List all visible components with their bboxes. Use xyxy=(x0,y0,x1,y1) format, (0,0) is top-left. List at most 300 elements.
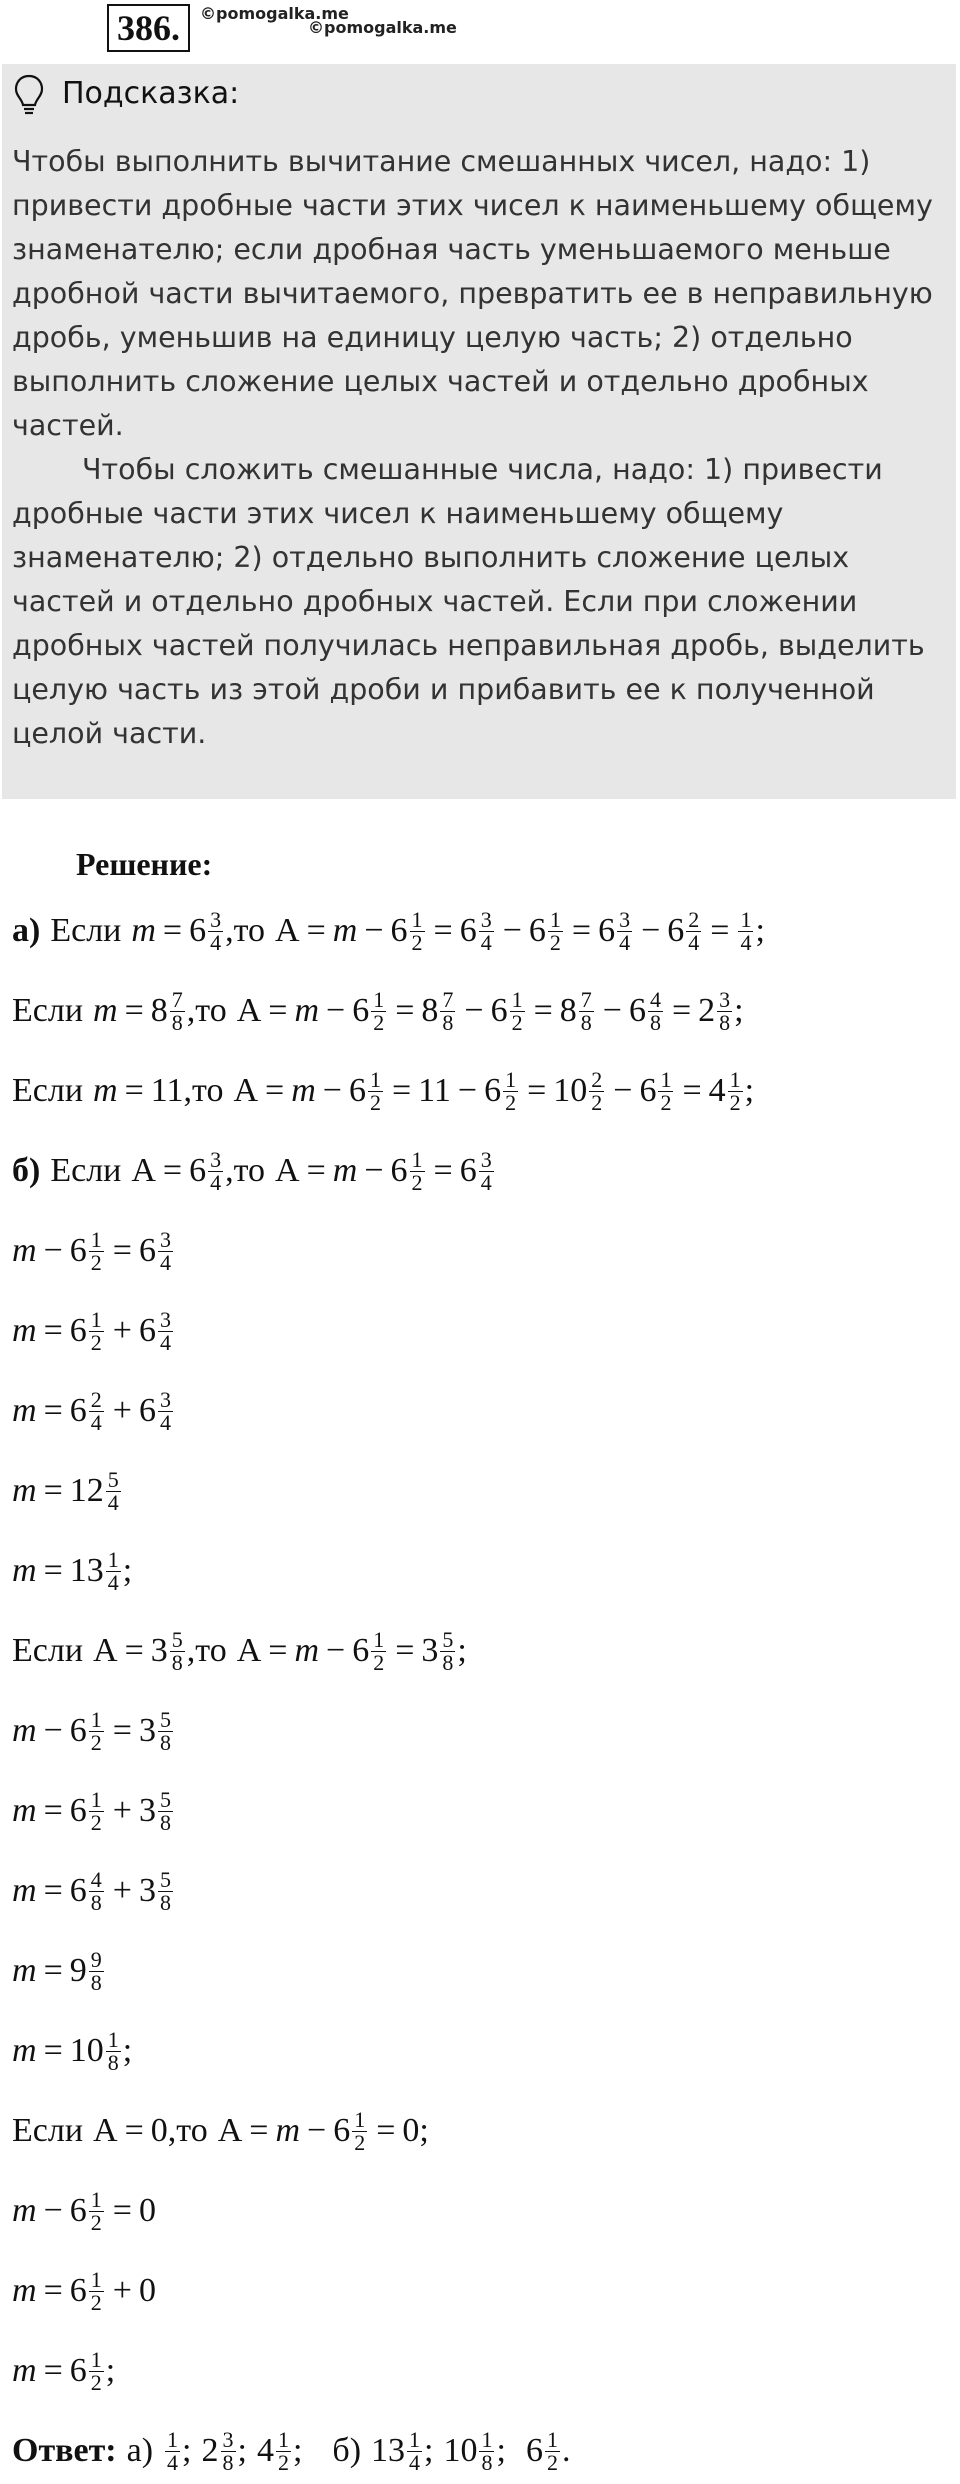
denominator: 2 xyxy=(591,1089,603,1115)
math-token: а) xyxy=(126,2432,154,2469)
denominator: 2 xyxy=(90,1729,102,1755)
math-token: + xyxy=(112,1392,132,1429)
solution-line-b1 xyxy=(12,1140,496,1202)
numerator: 1 xyxy=(277,2426,289,2452)
numerator: 1 xyxy=(409,2426,421,2452)
math-token: 11 xyxy=(150,1072,184,1109)
math-token: б) xyxy=(332,2432,362,2469)
math-token: = xyxy=(682,1072,702,1109)
math-token: + xyxy=(112,1312,132,1349)
math-token: 0 xyxy=(150,2112,168,2149)
math-token: − xyxy=(464,992,484,1029)
denominator: 2 xyxy=(90,2369,102,2395)
math-token: ; xyxy=(122,2032,133,2069)
whole-part: 6 xyxy=(525,2432,543,2469)
math-token: Ответ: xyxy=(12,2432,117,2469)
math-token: = xyxy=(671,992,692,1029)
whole-part: 3 xyxy=(138,1872,156,1909)
math-token: − xyxy=(613,1072,633,1109)
denominator: 2 xyxy=(729,1089,741,1115)
numerator: 1 xyxy=(411,906,423,932)
hint-title: Подсказка: xyxy=(62,76,240,111)
math-token: Если xyxy=(50,1152,122,1189)
whole-part: 4 xyxy=(256,2432,274,2469)
math-token: m xyxy=(294,992,320,1029)
math-token: A xyxy=(217,2112,243,2149)
numerator: 1 xyxy=(729,1066,741,1092)
denominator: 8 xyxy=(171,1649,183,1675)
numerator: 5 xyxy=(171,1626,183,1652)
math-token: = xyxy=(124,2112,144,2149)
fraction xyxy=(407,2426,422,2475)
fraction xyxy=(89,2186,104,2235)
whole-part: 6 xyxy=(352,1632,370,1669)
fraction xyxy=(371,1626,386,1675)
math-token: m xyxy=(275,2112,301,2149)
fraction xyxy=(738,906,753,955)
math-token: − xyxy=(502,912,522,949)
denominator: 4 xyxy=(159,1329,171,1355)
math-token: m xyxy=(294,1632,320,1669)
solution-line-b14 xyxy=(12,2180,156,2242)
math-token: = xyxy=(112,1712,132,1749)
fraction xyxy=(170,1626,185,1675)
denominator: 8 xyxy=(90,1969,102,1995)
whole-part: 6 xyxy=(69,2272,87,2309)
math-token: 0 xyxy=(138,2272,156,2309)
math-token: , xyxy=(186,992,196,1029)
math-token: m xyxy=(12,2192,37,2229)
denominator: 2 xyxy=(373,1649,385,1675)
denominator: 4 xyxy=(167,2449,179,2475)
numerator: 9 xyxy=(90,1946,102,1972)
numerator: 3 xyxy=(210,1146,222,1172)
math-token: ; xyxy=(424,2432,434,2469)
numerator: 3 xyxy=(480,1146,492,1172)
math-token: + xyxy=(112,2272,132,2309)
watermark: ©pomogalka.me xyxy=(308,18,457,37)
fraction xyxy=(589,1066,604,1115)
math-token: = xyxy=(43,1392,63,1429)
denominator: 4 xyxy=(107,1569,119,1595)
solution-line-b6 xyxy=(12,1540,132,1602)
numerator: 1 xyxy=(107,1546,119,1572)
fraction xyxy=(548,906,563,955)
whole-part: 3 xyxy=(138,1792,156,1829)
math-token: m xyxy=(12,2032,37,2069)
whole-part: 6 xyxy=(528,912,546,949)
denominator: 2 xyxy=(411,929,423,955)
fraction xyxy=(617,906,632,955)
fraction xyxy=(686,906,701,955)
math-token: ; xyxy=(292,2432,303,2469)
math-token: то xyxy=(233,912,266,949)
numerator: 1 xyxy=(740,906,752,932)
numerator: 1 xyxy=(167,2426,179,2452)
math-token: = xyxy=(395,992,415,1029)
math-token: 11 xyxy=(418,1072,451,1109)
numerator: 2 xyxy=(90,1386,102,1412)
math-token: = xyxy=(124,1072,144,1109)
whole-part: 6 xyxy=(69,1872,87,1909)
fraction xyxy=(728,1066,743,1115)
fraction xyxy=(410,906,425,955)
hint-paragraph: Чтобы выполнить вычитание смешанных чисел, надо: 1) привести дробные части этих чисел к наименьшему общему знаменателю; если дробная часть уменьшаемого меньше дробной части вычитаемого, превратить ее в неправильную дробь, уменьшив на единицу целую часть; 2) отдельно выполнить сложение целых частей и отдельно дробных частей. xyxy=(12,145,933,442)
denominator: 4 xyxy=(107,1489,119,1515)
whole-part: 6 xyxy=(189,912,207,949)
math-token: m xyxy=(12,2352,37,2389)
math-token: = xyxy=(391,1072,412,1109)
hint-paragraph: Чтобы сложить смешанные числа, надо: 1) привести дробные части этих чисел к наименьшему общему знаменателю; 2) отдельно выполнить сложение целых частей и отдельно дробных частей. Если при сложении дробных частей получилась неправильная дробь, выделить целую часть из этой дроби и прибавить ее к полученной целой части. xyxy=(12,453,925,750)
denominator: 8 xyxy=(159,1809,171,1835)
whole-part: 6 xyxy=(69,1232,87,1269)
fraction xyxy=(648,986,663,1035)
fraction xyxy=(717,986,732,1035)
math-token: Если xyxy=(50,912,122,949)
math-token: − xyxy=(641,912,661,949)
denominator: 2 xyxy=(90,2209,102,2235)
math-token: A xyxy=(93,2112,118,2149)
solution-line-b5 xyxy=(12,1460,123,1522)
fraction xyxy=(89,1786,104,1835)
fraction xyxy=(170,986,185,1035)
solution-line-b11 xyxy=(12,1940,106,2002)
solution-line-a1 xyxy=(12,900,765,962)
math-token: , xyxy=(186,1632,196,1669)
math-token: = xyxy=(162,912,183,949)
math-token: 0 xyxy=(402,2112,420,2149)
numerator: 1 xyxy=(546,2426,558,2452)
math-token: Если xyxy=(12,1072,84,1109)
whole-part: 13 xyxy=(69,1552,104,1589)
math-token: , xyxy=(225,1152,234,1189)
math-token: m xyxy=(12,1312,37,1349)
math-token: = xyxy=(533,992,553,1029)
fraction xyxy=(106,2026,121,2075)
denominator: 4 xyxy=(159,1409,171,1435)
math-token: = xyxy=(268,992,288,1029)
whole-part: 2 xyxy=(201,2432,219,2469)
math-token: то xyxy=(195,992,227,1029)
math-token: m xyxy=(12,2272,37,2309)
fraction xyxy=(208,1146,223,1195)
whole-part: 6 xyxy=(189,1152,207,1189)
math-token: m xyxy=(332,912,358,949)
math-token: − xyxy=(364,1152,384,1189)
math-token: Если xyxy=(12,1632,84,1669)
numerator: 1 xyxy=(90,1786,102,1812)
fraction xyxy=(89,1226,104,1275)
solution-line-a2 xyxy=(12,980,744,1042)
denominator: 8 xyxy=(107,2049,119,2075)
whole-part: 10 xyxy=(553,1072,588,1109)
denominator: 4 xyxy=(90,1409,102,1435)
solution-line-b16 xyxy=(12,2340,115,2402)
whole-part: 6 xyxy=(490,992,508,1029)
numerator: 3 xyxy=(619,906,631,932)
whole-part: 6 xyxy=(69,2192,87,2229)
whole-part: 6 xyxy=(69,1392,87,1429)
numerator: 1 xyxy=(90,1706,102,1732)
solution-line-b15 xyxy=(12,2260,156,2322)
numerator: 5 xyxy=(442,1626,454,1652)
fraction xyxy=(410,1146,425,1195)
whole-part: 3 xyxy=(421,1632,439,1669)
denominator: 2 xyxy=(411,1169,423,1195)
math-token: A xyxy=(275,912,300,949)
denominator: 2 xyxy=(549,929,561,955)
whole-part: 6 xyxy=(69,1712,87,1749)
math-token: б) xyxy=(12,1152,41,1189)
denominator: 2 xyxy=(90,1329,102,1355)
fraction xyxy=(276,2426,291,2475)
numerator: 1 xyxy=(354,2106,366,2132)
math-token: = xyxy=(43,2032,63,2069)
whole-part: 6 xyxy=(484,1072,502,1109)
fraction xyxy=(658,1066,673,1115)
math-token: m xyxy=(12,1952,37,1989)
solution-line-b8 xyxy=(12,1700,175,1762)
numerator: 5 xyxy=(159,1706,171,1732)
denominator: 2 xyxy=(90,1809,102,1835)
math-token: − xyxy=(307,2112,327,2149)
math-token: а) xyxy=(12,912,41,949)
numerator: 3 xyxy=(159,1386,171,1412)
whole-part: 4 xyxy=(708,1072,726,1109)
math-token: = xyxy=(43,1312,63,1349)
numerator: 1 xyxy=(373,986,385,1012)
math-token: m xyxy=(12,1872,37,1909)
math-token: = xyxy=(306,1152,326,1189)
numerator: 2 xyxy=(591,1066,603,1092)
math-token: m xyxy=(12,1792,37,1829)
numerator: 4 xyxy=(90,1866,102,1892)
denominator: 2 xyxy=(505,1089,517,1115)
whole-part: 8 xyxy=(150,992,168,1029)
math-token: m xyxy=(131,912,156,949)
solution-line-b13 xyxy=(12,2100,429,2162)
math-token: = xyxy=(43,2352,63,2389)
fraction xyxy=(545,2426,560,2475)
numerator: 3 xyxy=(480,906,492,932)
whole-part: 6 xyxy=(390,912,408,949)
math-token: = xyxy=(268,1632,288,1669)
math-token: , xyxy=(225,912,234,949)
math-token: ; xyxy=(755,912,765,949)
fraction xyxy=(579,986,594,1035)
math-token: A xyxy=(236,992,262,1029)
math-token: = xyxy=(43,1952,63,1989)
math-token: = xyxy=(249,2112,269,2149)
math-token: = xyxy=(124,992,144,1029)
math-token: = xyxy=(433,912,453,949)
fraction xyxy=(440,1626,455,1675)
fraction xyxy=(208,906,223,955)
math-token: − xyxy=(43,1712,63,1749)
numerator: 1 xyxy=(549,906,561,932)
math-token: + xyxy=(112,1872,132,1909)
math-token: + xyxy=(112,1792,132,1829)
denominator: 8 xyxy=(580,1009,592,1035)
math-token: − xyxy=(43,2192,63,2229)
math-token: ; xyxy=(419,2112,429,2149)
math-token: ; xyxy=(122,1552,133,1589)
whole-part: 3 xyxy=(150,1632,168,1669)
fraction xyxy=(89,1946,104,1995)
task-number: 386. xyxy=(107,4,190,52)
hint-body xyxy=(12,140,947,756)
math-token: − xyxy=(322,1072,342,1109)
math-token: m xyxy=(93,1072,118,1109)
denominator: 8 xyxy=(442,1649,454,1675)
hint-box xyxy=(2,64,956,799)
whole-part: 12 xyxy=(69,1472,104,1509)
whole-part: 10 xyxy=(443,2432,478,2469)
math-token: A xyxy=(275,1152,300,1189)
whole-part: 6 xyxy=(352,992,370,1029)
denominator: 4 xyxy=(740,929,752,955)
fraction xyxy=(352,2106,367,2155)
denominator: 8 xyxy=(649,1009,661,1035)
whole-part: 6 xyxy=(667,912,685,949)
math-token: m xyxy=(332,1152,358,1189)
fraction xyxy=(89,1386,104,1435)
math-token: m xyxy=(12,1232,37,1269)
fraction xyxy=(158,1786,173,1835)
numerator: 1 xyxy=(107,2026,119,2052)
fraction xyxy=(89,2266,104,2315)
numerator: 3 xyxy=(222,2426,234,2452)
denominator: 4 xyxy=(409,2449,421,2475)
denominator: 2 xyxy=(277,2449,289,2475)
whole-part: 13 xyxy=(371,2432,406,2469)
math-token: − xyxy=(602,992,622,1029)
fraction xyxy=(221,2426,236,2475)
math-token: − xyxy=(43,1232,63,1269)
denominator: 2 xyxy=(369,1089,381,1115)
fraction xyxy=(479,906,494,955)
fraction xyxy=(89,2346,104,2395)
fraction xyxy=(106,1546,121,1595)
fraction xyxy=(158,1226,173,1275)
math-token: = xyxy=(124,1632,144,1669)
math-token: = xyxy=(571,912,592,949)
math-token: . xyxy=(561,2432,571,2469)
math-token: = xyxy=(376,2112,396,2149)
numerator: 1 xyxy=(90,1306,102,1332)
math-token: то xyxy=(195,1632,227,1669)
solution-line-a3 xyxy=(12,1060,754,1122)
numerator: 1 xyxy=(90,2346,102,2372)
numerator: 1 xyxy=(660,1066,672,1092)
fraction xyxy=(165,2426,180,2475)
math-token: = xyxy=(710,912,730,949)
math-token: m xyxy=(12,1712,37,1749)
math-token: = xyxy=(43,2272,63,2309)
denominator: 4 xyxy=(210,929,222,955)
answer-line xyxy=(12,2420,570,2482)
math-token: Если xyxy=(12,2112,84,2149)
math-token: = xyxy=(43,1872,63,1909)
denominator: 8 xyxy=(719,1009,731,1035)
denominator: 4 xyxy=(210,1169,222,1195)
denominator: 2 xyxy=(90,2289,102,2315)
numerator: 3 xyxy=(719,986,731,1012)
solution-line-b2 xyxy=(12,1220,175,1282)
solution-title: Решение: xyxy=(76,846,213,882)
solution-line-b4 xyxy=(12,1380,175,1442)
numerator: 4 xyxy=(649,986,661,1012)
numerator: 1 xyxy=(481,2426,493,2452)
math-token: = xyxy=(162,1152,183,1189)
math-token: = xyxy=(395,1632,415,1669)
numerator: 1 xyxy=(505,1066,517,1092)
fraction xyxy=(510,986,525,1035)
math-token: ; xyxy=(496,2432,506,2469)
math-token: = xyxy=(306,912,326,949)
math-token: то xyxy=(192,1072,224,1109)
whole-part: 8 xyxy=(559,992,577,1029)
denominator: 2 xyxy=(354,2129,366,2155)
fraction xyxy=(158,1866,173,1915)
whole-part: 6 xyxy=(138,1392,156,1429)
math-token: ; xyxy=(105,2352,116,2389)
denominator: 2 xyxy=(90,1249,102,1275)
numerator: 7 xyxy=(171,986,183,1012)
math-token: 0 xyxy=(138,2192,156,2229)
fraction xyxy=(106,1466,121,1515)
math-token: Если xyxy=(12,992,84,1029)
math-token: m xyxy=(12,1552,37,1589)
denominator: 2 xyxy=(660,1089,672,1115)
solution-line-b10 xyxy=(12,1860,175,1922)
math-token: m xyxy=(291,1072,316,1109)
solution-line-b9 xyxy=(12,1780,175,1842)
math-token: m xyxy=(93,992,118,1029)
math-token: m xyxy=(12,1392,37,1429)
fraction xyxy=(89,1706,104,1755)
math-token: = xyxy=(527,1072,547,1109)
math-token: = xyxy=(43,1792,63,1829)
math-token: ; xyxy=(182,2432,192,2469)
whole-part: 6 xyxy=(348,1072,366,1109)
fraction xyxy=(503,1066,518,1115)
math-token: A xyxy=(131,1152,156,1189)
whole-part: 6 xyxy=(598,912,616,949)
whole-part: 8 xyxy=(421,992,439,1029)
whole-part: 2 xyxy=(698,992,716,1029)
denominator: 4 xyxy=(159,1249,171,1275)
denominator: 8 xyxy=(90,1889,102,1915)
math-token: = xyxy=(112,1232,132,1269)
whole-part: 6 xyxy=(628,992,646,1029)
fraction xyxy=(479,2426,494,2475)
denominator: 4 xyxy=(688,929,700,955)
whole-part: 6 xyxy=(333,2112,351,2149)
denominator: 4 xyxy=(480,1169,492,1195)
math-token: = xyxy=(43,1552,63,1589)
denominator: 4 xyxy=(619,929,631,955)
numerator: 1 xyxy=(90,1226,102,1252)
denominator: 8 xyxy=(481,2449,493,2475)
math-token: ; xyxy=(744,1072,755,1109)
denominator: 8 xyxy=(171,1009,183,1035)
math-token: = xyxy=(112,2192,132,2229)
fraction xyxy=(89,1306,104,1355)
fraction xyxy=(89,1866,104,1915)
math-token: = xyxy=(265,1072,285,1109)
math-token: A xyxy=(233,1072,259,1109)
